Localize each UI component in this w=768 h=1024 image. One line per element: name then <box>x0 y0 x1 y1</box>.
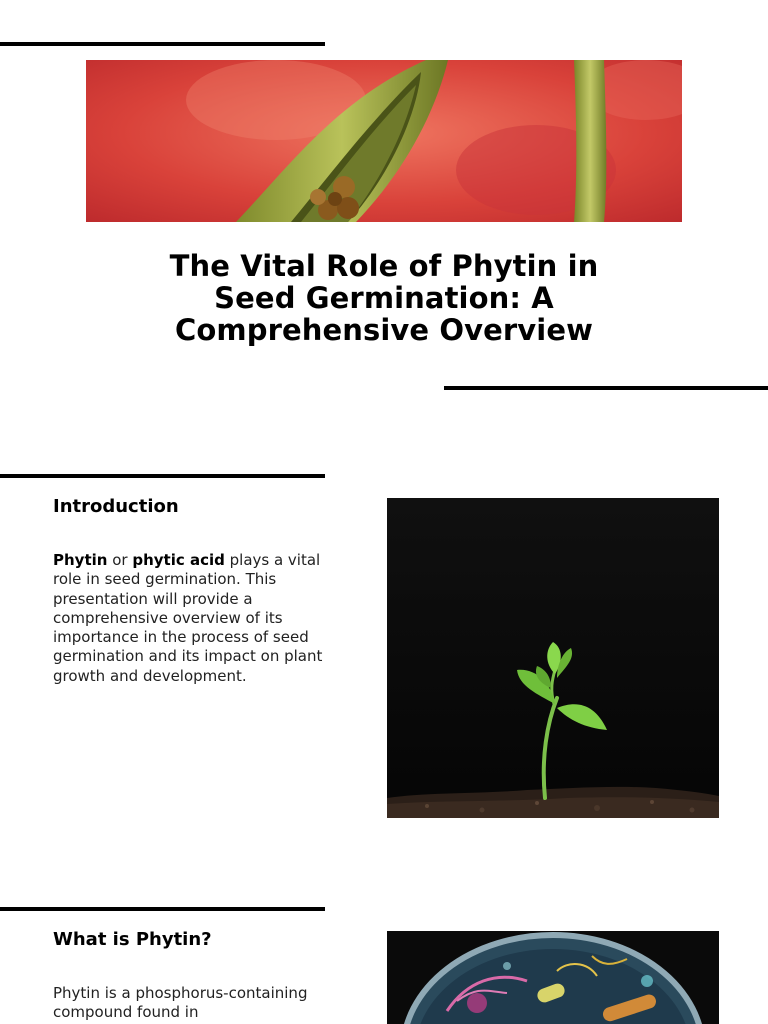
petri-dish-image <box>387 931 719 1024</box>
what-divider <box>0 907 325 911</box>
seedling-in-soil-photo <box>387 498 719 818</box>
top-divider <box>0 42 325 46</box>
page-title: The Vital Role of Phytin in Seed Germination: A Comprehensive Overview <box>169 249 599 347</box>
introduction-body: plays a vital role in seed germination. This presentation will provide a comprehensive overview of its importance in the process of seed germination and its impact on plant growth and development. <box>53 551 323 685</box>
seedling-image <box>387 498 719 818</box>
introduction-paragraph <box>53 551 328 686</box>
title-divider <box>444 386 768 390</box>
petri-dish-photo <box>387 931 719 1024</box>
term-phytic-acid: phytic acid <box>132 551 225 569</box>
what-is-phytin-paragraph: Phytin is a phosphorus-containing compound found in <box>53 984 308 1022</box>
banner-image <box>86 60 682 222</box>
section-heading-what-is-phytin: What is Phytin? <box>53 929 212 950</box>
section-heading-introduction: Introduction <box>53 496 179 517</box>
connector-text: or <box>107 551 133 569</box>
term-phytin: Phytin <box>53 551 108 569</box>
seed-pod-illustration <box>86 60 682 222</box>
intro-divider <box>0 474 325 478</box>
